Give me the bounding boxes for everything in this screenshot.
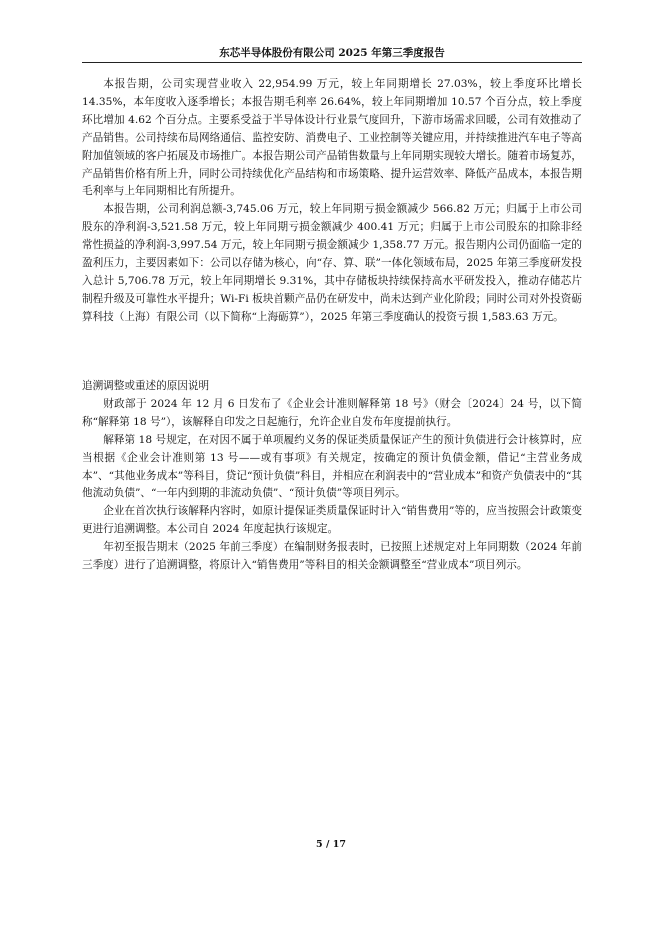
page-header: 东芯半导体股份有限公司 2025 年第三季度报告 <box>219 47 445 59</box>
interpretation-release-paragraph: 财政部于 2024 年 12 月 6 日发布了《企业会计准则解释第 18 号》（财会〔2024〕24 号，以下简称“解释第 18 号”），该解释自印发之日起施行，允许企业自发布年度提前执行。 <box>82 397 582 428</box>
revenue-paragraph: 本报告期，公司实现营业收入 22,954.99 万元，较上年同期增长 27.03%，较上季度环比增长 14.35%，本年度收入逐季增长；本报告期毛利率 26.64%，较上年同期增加 10.57 个百分点，较上季度环比增加 4.62 个百分点。主要系受益于半导体设计行业景气度回升，下游市场需求回暖，公司有效推动了产品销售。公司持续布局网络通信、监控安防、消费电子、工业控制等关键应用，并持续推进汽车电子等高附加值领域的客户拓展及市场推广。本报告期公司产品销售数量与上年同期实现较大增长。随着市场复苏，产品销售价格有所上升，同时公司持续优化产品结构和市场策略、提升运营效率、降低产品成本，本报告期毛利率与上年同期相比有所提升。 <box>82 78 582 198</box>
first-adoption-paragraph: 企业在首次执行该解释内容时，如原计提保证类质量保证时计入“销售费用”等的，应当按照会计政策变更进行追溯调整。本公司自 2024 年度起执行该规定。 <box>82 505 582 536</box>
interpretation-rule-paragraph: 解释第 18 号规定，在对因不属于单项履约义务的保证类质量保证产生的预计负债进行会计核算时，应当根据《企业会计准则第 13 号——或有事项》有关规定，按确定的预计负债金额，借记“主营业务成本”、“其他业务成本”等科目，贷记“预计负债”科目，并相应在利润表中的“营业成本”和资产负债表中的“其他流动负债”、“一年内到期的非流动负债”、“预计负债”等项目列示。 <box>82 433 582 500</box>
operating-results-section <box>82 76 582 327</box>
retrospective-adjustment-section <box>82 378 582 575</box>
page-number: 5 / 17 <box>316 839 346 850</box>
restatement-paragraph: 年初至报告期末（2025 年前三季度）在编制财务报表时，已按照上述规定对上年同期数（2024 年前三季度）进行了追溯调整，将原计入“销售费用”等科目的相关金额调整至“营业成本”项目列示。 <box>82 541 582 572</box>
header-divider <box>82 62 582 63</box>
section-heading: 追溯调整或重述的原因说明 <box>82 380 210 392</box>
profit-paragraph: 本报告期，公司利润总额-3,745.06 万元，较上年同期亏损金额减少 566.82 万元；归属于上市公司股东的净利润-3,521.58 万元，较上年同期亏损金额减少 400.41 万元；归属于上市公司股东的扣除非经常性损益的净利润-3,997.54 万元，较上年同期亏损金额减少 1,358.77 万元。报告期内公司仍面临一定的盈利压力，主要因素如下：公司以存储为核心，向“存、算、联”一体化领域布局，2025 年第三季度研发投入总计 5,706.78 万元，较上年同期增长 9.31%，其中存储板块持续保持高水平研发投入，推动存储芯片制程升级及可靠性水平提升；Wi-Fi 板块首颗产品仍在研发中，尚未达到产业化阶段；同时公司对外投资砺算科技（上海）有限公司（以下简称“上海砺算”），2025 年第三季度确认的投资亏损 1,583.63 万元。 <box>82 203 582 323</box>
